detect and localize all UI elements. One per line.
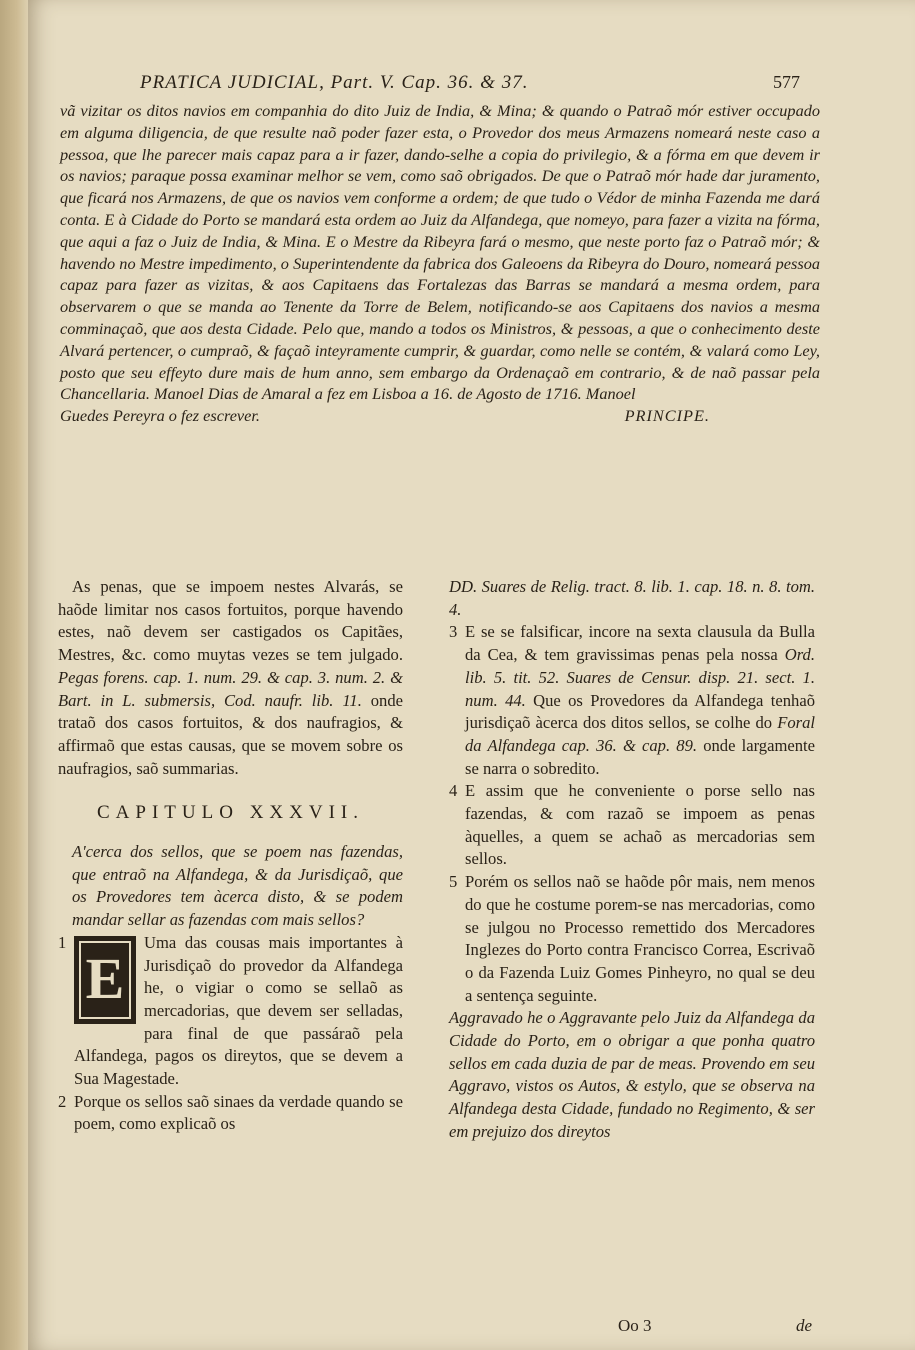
paragraph-number: 5 <box>449 872 458 892</box>
continued-citation: DD. Suares de Relig. tract. 8. lib. 1. cap. 18. n. 8. tom. 4. <box>449 577 815 619</box>
court-sentence: Aggravado he o Aggravante pelo Juiz da Alfandega da Cidade do Porto, em o obrigar a que ponha quatro sellos em cada duzia de par de meas. Provendo em seu Aggravo, vistos os Autos, & estylo, que se observa na Alfandega desta Cidade, fundado no Regimento, & ser em prejuizo dos direytos <box>449 1008 815 1141</box>
paragraph-4 <box>449 780 815 871</box>
alvara-text: vã vizitar os ditos navios em companhia do dito Juiz de India, & Mina; & quando o Patraõ mór estiver occupado em alguma diligencia, de que resulte naõ poder fazer esta, o Provedor dos meus Armazens nomeará neste caso a pessoa, que lhe parecer mais capaz para a ir fazer, dando-selhe a copia do privilegio, & a fórma em que devem ir os navios; paraque possa examinar melhor se vem, como saõ obrigados. De que o Patraõ mór hade dar juramento, que ficará nos Armazens, de que os navios vem conforme a ordem; de que tudo o Védor de minha Fazenda me dará conta. E à Cidade do Porto se mandará esta ordem ao Juiz da Alfandega, que nomeyo, para fazer a vizita na fórma, que aqui a faz o Juiz de India, & Mina. E o Mestre da Ribeyra fará o mesmo, que neste porto faz o Patraõ mór; & havendo no Mestre impedimento, o Superintendente da fabrica dos Galeoens da Ribeyra do Douro, nomeará pessoa capaz para fazer as vizitas, & aos Capitaens das Fortalezas das Barras se mandará a mesma ordem, para observarem o que se manda ao Tenente da Torre de Belem, notificando-se aos Capitaens dos navios a mesma comminaçaõ, que aos desta Cidade. Pelo que, mando a todos os Ministros, & pessoas, a que o conhecimento deste Alvará pertencer, o cumpraõ, & façaõ inteyramente cumprir, & guardar, como nelle se contém, & valará como Ley, posto que seu effeyto dure mais de hum anno, sem embargo da Ordenaçaõ em contrario, & de naõ passar pela Chancellaria. Manoel Dias de Amaral a fez em Lisboa a 16. de Agosto de 1716. Manoel <box>60 101 820 404</box>
paragraph-3-text-3: onde largamente se narra o sobredito. <box>465 735 816 778</box>
running-title: PRATICA JUDICIAL, Part. V. Cap. 36. & 37. <box>140 72 529 93</box>
intro-paragraph <box>58 576 403 780</box>
paragraph-number: 2 <box>58 1091 67 1111</box>
paragraph-1-text: Uma das cousas mais importantes à Jurisdiçaõ do provedor da Alfandega he, o vigiar o como se sellaõ as mercadorias, que devem ser selladas, para final de que passáraõ pela Alfandega, pagos os direytos, que se devem a Sua Magestade. <box>74 932 403 1089</box>
catchword: de <box>795 1316 812 1335</box>
chapter-summary: A'cerca dos sellos, que se poem nas fazendas, que entraõ na Alfandega, & da Jurisdiçaõ, que os Provedores tem àcerca disto, & se podem mandar sellar as fazendas com mais sellos? <box>72 842 403 930</box>
paragraph-number: 3 <box>449 622 458 642</box>
left-column <box>58 576 403 1136</box>
signature-principe: PRINCIPE. <box>624 406 710 426</box>
paragraph-5 <box>449 871 815 1007</box>
signature-mark: Oo 3 <box>618 1316 652 1335</box>
paragraph-3-citation-1: Ord. lib. 5. tit. 52. Suares de Censur. disp. 21. sect. 1. num. 44. <box>465 645 815 710</box>
paragraph-1 <box>58 932 403 1091</box>
paragraph-number: 4 <box>449 781 458 801</box>
paragraph-3-text: E se se falsificar, incore na sexta clausula da Bulla da Cea, & tem gravissimas penas pela nossa <box>465 622 815 665</box>
signature-left: Guedes Pereyra o fez escrever. <box>60 406 260 426</box>
intro-text: As penas, que se impoem nestes Alvarás, se haõde limitar nos casos fortuitos, porque havendo estes, naõ devem ser castigados os Capitães, Mestres, &c. como muytas vezes se tem julgado. <box>58 577 403 665</box>
chapter-heading: CAPITULO XXXVII. <box>97 802 364 824</box>
paragraph-5-text: Porém os sellos naõ se haõde pôr mais, nem menos do que he costume porem-se nas mercadorias, como se julgou no Processo remettido dos Mercadores Inglezes do Porto contra Francisco Correa, Escrivaõ o da Fazenda Luiz Gomes Pinheyro, no qual se deu a sentença seguinte. <box>465 872 815 1005</box>
paragraph-2-text: Porque os sellos saõ sinaes da verdade quando se poem, como explicaõ os <box>74 1091 403 1134</box>
alvara-signature-line <box>60 405 820 427</box>
paragraph-3 <box>449 621 815 780</box>
paragraph-4-text: E assim que he conveniente o porse sello nas fazendas, & com razaõ se impoem as penas àquelles, a quem se achaõ as mercadorias sem sellos. <box>465 781 815 869</box>
ornamental-initial: E <box>74 936 136 1024</box>
paragraph-number: 1 <box>58 932 67 952</box>
intro-citation: Pegas forens. cap. 1. num. 29. & cap. 3. num. 2. & Bart. in L. submersis, Cod. naufr. lib. 11. <box>58 667 403 710</box>
paragraph-3-text-2: Que os Provedores da Alfandega tenhaõ jurisdiçaõ àcerca dos ditos sellos, se colhe do <box>465 690 815 733</box>
paragraph-2 <box>58 1091 403 1136</box>
page-number: 577 <box>773 72 800 92</box>
page-footer <box>560 1316 820 1340</box>
alvara-text-block <box>60 100 820 427</box>
right-column <box>449 576 815 1144</box>
paragraph-3-citation-2: Foral da Alfandega cap. 36. & cap. 89. <box>465 713 815 755</box>
intro-end-text: onde trataõ dos casos fortuitos, & dos naufragios, & affirmaõ que estas causas, que se movem sobre os naufragios, saõ summarias. <box>58 690 403 778</box>
book-gutter <box>0 0 28 1350</box>
running-header <box>140 72 800 98</box>
